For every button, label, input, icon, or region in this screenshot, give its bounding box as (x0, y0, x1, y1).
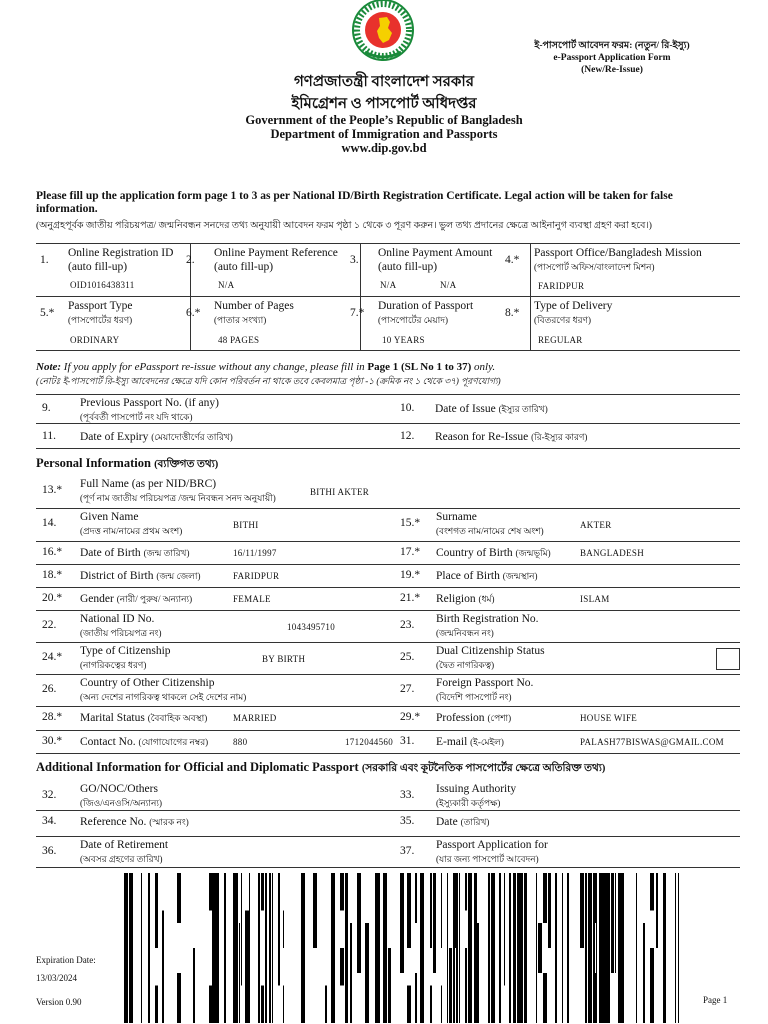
field-10-num: 10. (400, 402, 415, 414)
field-10-label-bn: (ইস্যুর তারিখ) (498, 404, 548, 414)
field-35-label-bn: (তারিখ) (460, 817, 490, 827)
header-dept: Department of Immigration and Passports (270, 127, 498, 141)
field-23-num: 23. (400, 619, 415, 631)
dual-citizenship-checkbox[interactable] (716, 648, 740, 670)
expiration-label: Expiration Date: (36, 955, 96, 965)
field-25-label-en: Dual Citizenship Status (436, 645, 545, 657)
field-22-label-en: National ID No. (80, 613, 155, 625)
field-4-label-en: Passport Office/Bangladesh Mission (534, 247, 702, 259)
field-11-label-bn: (মেয়াদোত্তীর্ণের তারিখ) (151, 432, 233, 442)
field-5-label-bn: (পাসপোর্টের ধরণ) (68, 315, 133, 325)
field-29-value[interactable]: HOUSE WIFE (580, 713, 638, 723)
field-7-label (378, 299, 518, 327)
notice-en: Please fill up the application form page 1 to 3 as per National ID/Birth Registration Certificate. Legal action will be taken for false information. (36, 190, 673, 215)
note-text-c: only. (471, 361, 496, 373)
field-4-value[interactable]: FARIDPUR (538, 281, 585, 291)
field-35-label (436, 815, 736, 829)
field-37-label-en: Passport Application for (436, 839, 548, 851)
field-17-label-bn: (জন্মভূমি) (515, 548, 551, 558)
section-personal-title-bn: (ব্যক্তিগত তথ্য) (154, 459, 219, 470)
field-29-label-bn: (পেশা) (487, 713, 512, 723)
pdf417-barcode (120, 873, 682, 1023)
field-12-num: 12. (400, 430, 415, 442)
field-19-label-bn: (জন্মস্থান) (502, 571, 538, 581)
form-title-en: e-Passport Application Form (553, 53, 671, 63)
field-17-label-en: Country of Birth (436, 547, 513, 559)
field-37-num: 37. (400, 845, 415, 857)
field-13-label-en: Full Name (as per NID/BRC) (80, 478, 217, 490)
field-14-label-en: Given Name (80, 511, 139, 523)
field-11-num: 11. (42, 430, 56, 442)
page-number: Page 1 (703, 995, 728, 1005)
field-18-label-en: District of Birth (80, 570, 154, 582)
field-7-label-bn: (পাসপোর্টের মেয়াদ) (378, 315, 449, 325)
field-24-num: 24.* (42, 651, 63, 663)
field-33-label-en: Issuing Authority (436, 783, 517, 795)
field-20-label-en: Gender (80, 593, 114, 605)
field-26-label-en: Country of Other Citizenship (80, 677, 215, 689)
field-34-num: 34. (42, 815, 57, 827)
field-5-num: 5.* (40, 307, 55, 319)
field-27-label-bn: (বিদেশি পাসপোর্ট নং) (436, 692, 512, 702)
field-13-value[interactable]: BITHI AKTER (310, 487, 370, 497)
field-31-value[interactable]: PALASH77BISWAS@GMAIL.COM (580, 737, 724, 747)
field-10-label-en: Date of Issue (435, 403, 496, 415)
field-3-label: Online Payment Amount (auto fill-up) (378, 247, 493, 273)
field-27-num: 27. (400, 683, 415, 695)
field-26-label-bn: (অন্য দেশের নাগরিকত্ব থাকলে সেই দেশের নাম) (80, 692, 247, 702)
field-16-num: 16.* (42, 546, 63, 558)
field-24-label-en: Type of Citizenship (80, 645, 171, 657)
field-14-value[interactable]: BITHI (233, 520, 259, 530)
field-24-label (80, 644, 440, 672)
field-8-label-bn: (বিতরণের ধরণ) (534, 315, 591, 325)
section-additional-title-bn: (সরকারি এবং কূটনৈতিক পাসপোর্টের ক্ষেত্রে অতিরিক্ত তথ্য) (361, 763, 606, 774)
field-19-label (436, 569, 736, 583)
field-18-num: 18.* (42, 569, 63, 581)
field-7-label-en: Duration of Passport (378, 300, 474, 312)
field-36-label-en: Date of Retirement (80, 839, 169, 851)
field-32-num: 32. (42, 789, 57, 801)
field-27-label-en: Foreign Passport No. (436, 677, 534, 689)
field-23-label-en: Birth Registration No. (436, 613, 539, 625)
field-8-value[interactable]: REGULAR (538, 335, 583, 345)
field-21-label-en: Religion (436, 593, 476, 605)
field-6-label-en: Number of Pages (214, 300, 294, 312)
field-5-value[interactable]: ORDINARY (70, 335, 120, 345)
field-14-label (80, 510, 440, 538)
field-13-label-bn: (পূর্ণ নাম জাতীয় পরিচয়পত্র /জন্ম নিবন্ধন সনদ অনুযায়ী) (80, 493, 276, 503)
form-title-bn: ই-পাসপোর্ট আবেদন ফরম: (নতুন/ রি-ইস্যু) (534, 41, 690, 51)
field-11-label (80, 430, 380, 444)
section-personal-title (36, 456, 218, 474)
field-1-value[interactable]: OID1016438311 (70, 280, 135, 290)
field-24-label-bn: (নাগরিকত্বের ধরণ) (80, 660, 147, 670)
field-9-label (80, 396, 360, 424)
field-9-label-en: Previous Passport No. (if any) (80, 397, 219, 409)
field-19-num: 19.* (400, 569, 421, 581)
field-15-label-en: Surname (436, 511, 477, 523)
field-32-label (80, 782, 440, 810)
field-33-label-bn: (ইস্যুকারী কর্তৃপক্ষ) (436, 798, 501, 808)
field-16-label-bn: (জন্ম তারিখ) (143, 548, 190, 558)
field-32-label-en: GO/NOC/Others (80, 783, 158, 795)
section-additional-title-en: Additional Information for Official and Diplomatic Passport (36, 760, 359, 774)
field-9-label-bn: (পূর্ববর্তী পাসপোর্ট নং যদি থাকে) (80, 412, 193, 422)
field-28-label-bn: (বৈবাহিক অবস্থা) (147, 713, 208, 723)
field-13-label (80, 477, 680, 505)
header-bn-line2: ইমিগ্রেশন ও পাসপোর্ট অধিদপ্তর (291, 96, 477, 112)
field-23-label-bn: (জন্মনিবন্ধন নং) (436, 628, 494, 638)
field-14-num: 14. (42, 517, 57, 529)
field-37-label-bn: (যার জন্য পাসপোর্ট আবেদন) (436, 854, 539, 864)
field-30-value2[interactable]: 1712044560 (345, 737, 393, 747)
expiration-value: 13/03/2024 (36, 973, 78, 983)
field-31-label-bn: (ই-মেইল) (470, 737, 504, 747)
field-16-label-en: Date of Birth (80, 547, 141, 559)
field-21-num: 21.* (400, 592, 421, 604)
field-12-label-bn: (রি-ইস্যুর কারণ) (531, 432, 588, 442)
field-22-value[interactable]: 1043495710 (287, 622, 335, 632)
field-17-num: 17.* (400, 546, 421, 558)
field-35-label-en: Date (436, 816, 458, 828)
field-37-label (436, 838, 736, 866)
header-website[interactable]: www.dip.gov.bd (341, 141, 427, 155)
field-34-label-en: Reference No. (80, 816, 147, 828)
field-8-num: 8.* (505, 307, 520, 319)
field-6-label (214, 299, 344, 327)
field-22-label (80, 612, 440, 640)
field-1-num: 1. (40, 254, 49, 266)
field-28-value[interactable]: MARRIED (233, 713, 277, 723)
field-23-label (436, 612, 736, 640)
form-title-sub: (New/Re-Issue) (581, 65, 643, 75)
field-10-label (435, 402, 735, 416)
field-8-label-en: Type of Delivery (534, 300, 613, 312)
field-29-label-en: Profession (436, 712, 485, 724)
field-2-value[interactable]: N/A (218, 280, 235, 290)
field-6-label-bn: (পাতার সংখ্যা) (214, 315, 267, 325)
field-20-num: 20.* (42, 592, 63, 604)
field-17-value[interactable]: BANGLADESH (580, 548, 645, 558)
field-30-value[interactable]: 880 (233, 737, 248, 747)
field-2-num: 2. (186, 254, 195, 266)
field-8-label (534, 299, 734, 327)
field-3-value2[interactable]: N/A (440, 280, 457, 290)
field-34-label-bn: (স্মারক নং) (149, 817, 189, 827)
field-3-value[interactable]: N/A (380, 280, 397, 290)
field-21-value[interactable]: ISLAM (580, 594, 610, 604)
reissue-note (36, 360, 756, 388)
field-26-num: 26. (42, 683, 57, 695)
note-prefix: Note: (36, 361, 62, 373)
field-16-value[interactable]: 16/11/1997 (233, 548, 277, 558)
field-22-num: 22. (42, 619, 57, 631)
field-2-label: Online Payment Reference (auto fill-up) (214, 247, 338, 273)
field-5-label (68, 299, 178, 327)
field-30-label-en: Contact No. (80, 736, 136, 748)
note-text-b: Page 1 (SL No 1 to 37) (367, 361, 472, 373)
field-35-num: 35. (400, 815, 415, 827)
field-15-num: 15.* (400, 517, 421, 529)
field-11-label-en: Date of Expiry (80, 431, 149, 443)
section-additional-title (36, 760, 605, 778)
field-24-value[interactable]: BY BIRTH (262, 654, 306, 664)
field-18-value[interactable]: FARIDPUR (233, 571, 280, 581)
section-personal-title-en: Personal Information (36, 456, 151, 470)
field-33-label (436, 782, 736, 810)
field-19-label-en: Place of Birth (436, 570, 500, 582)
field-20-label-bn: (নারী/ পুরুষ/ অন্যান্য) (116, 594, 193, 604)
field-26-label (80, 676, 440, 704)
field-6-num: 6.* (186, 307, 201, 319)
field-30-label-bn: (যোগাযোগের নম্বর) (138, 737, 209, 747)
field-31-label-en: E-mail (436, 736, 468, 748)
field-25-num: 25. (400, 651, 415, 663)
field-14-label-bn: (প্রদত্ত নাম/নামের প্রথম অংশ) (80, 526, 183, 536)
field-25-label (436, 644, 736, 672)
field-1-label: Online Registration ID (auto fill-up) (68, 247, 174, 273)
field-33-num: 33. (400, 789, 415, 801)
field-36-label (80, 838, 440, 866)
field-36-label-bn: (অবসর গ্রহণের তারিখ) (80, 854, 163, 864)
government-emblem (337, 0, 429, 66)
version-text: Version 0.90 (36, 997, 82, 1007)
header-gov: Government of the People’s Republic of Bangladesh (245, 113, 523, 127)
field-36-num: 36. (42, 845, 57, 857)
field-18-label-bn: (জন্ম জেলা) (156, 571, 201, 581)
field-13-num: 13.* (42, 484, 63, 496)
field-12-label-en: Reason for Re-Issue (435, 431, 529, 443)
field-30-num: 30.* (42, 735, 63, 747)
field-15-value[interactable]: AKTER (580, 520, 612, 530)
note-text-a: If you apply for ePassport re-issue without any change, please fill in (61, 361, 368, 373)
field-29-num: 29.* (400, 711, 421, 723)
field-28-num: 28.* (42, 711, 63, 723)
note-bn: (নোটঃ ই-পাসপোর্ট রি-ইস্যু আবেদনের ক্ষেত্রে যদি কোন পরিবর্তন না থাকে তবে কেবলমাত্র পৃষ্ঠা -১ (ক্রমিক নং ১ থেকে ৩৭) পূরণযোগ্য) (36, 376, 501, 386)
field-31-num: 31. (400, 735, 415, 747)
notice-bn: (অনুগ্রহপূর্বক জাতীয় পরিচয়পত্র/ জন্মনিবন্ধন সনদের তথ্য অনুযায়ী আবেদন ফরম পৃষ্ঠা ১ থেকে ৩ পূরণ করুন। ভুল তথ্য প্রদানের ক্ষেত্রে আইনানুগ ব্যবস্থা গ্রহণ করা হবে।) (36, 221, 652, 231)
field-32-label-bn: (জিও/এনওসি/অন্যান্য) (80, 798, 162, 808)
field-4-label-bn: (পাসপোর্ট অফিস/বাংলাদেশ মিশন) (534, 262, 655, 272)
field-12-label (435, 430, 735, 444)
field-22-label-bn: (জাতীয় পরিচয়পত্র নং) (80, 628, 162, 638)
field-4-num: 4.* (505, 254, 520, 266)
field-15-label-bn: (বংশগত নাম/নামের শেষ অংশ) (436, 526, 544, 536)
field-20-value[interactable]: FEMALE (233, 594, 271, 604)
field-28-label-en: Marital Status (80, 712, 145, 724)
field-21-label-bn: (ধর্ম) (478, 594, 495, 604)
field-5-label-en: Passport Type (68, 300, 133, 312)
field-6-value[interactable]: 48 PAGES (218, 335, 260, 345)
header-bn-line1: গণপ্রজাতন্ত্রী বাংলাদেশ সরকার (293, 74, 475, 90)
field-4-label (534, 246, 744, 274)
field-27-label (436, 676, 736, 704)
field-34-label (80, 815, 440, 829)
field-7-num: 7.* (350, 307, 365, 319)
field-9-num: 9. (42, 402, 51, 414)
field-3-num: 3. (350, 254, 359, 266)
field-25-label-bn: (দ্বৈত নাগরিকত্ব) (436, 660, 495, 670)
field-7-value[interactable]: 10 YEARS (382, 335, 425, 345)
